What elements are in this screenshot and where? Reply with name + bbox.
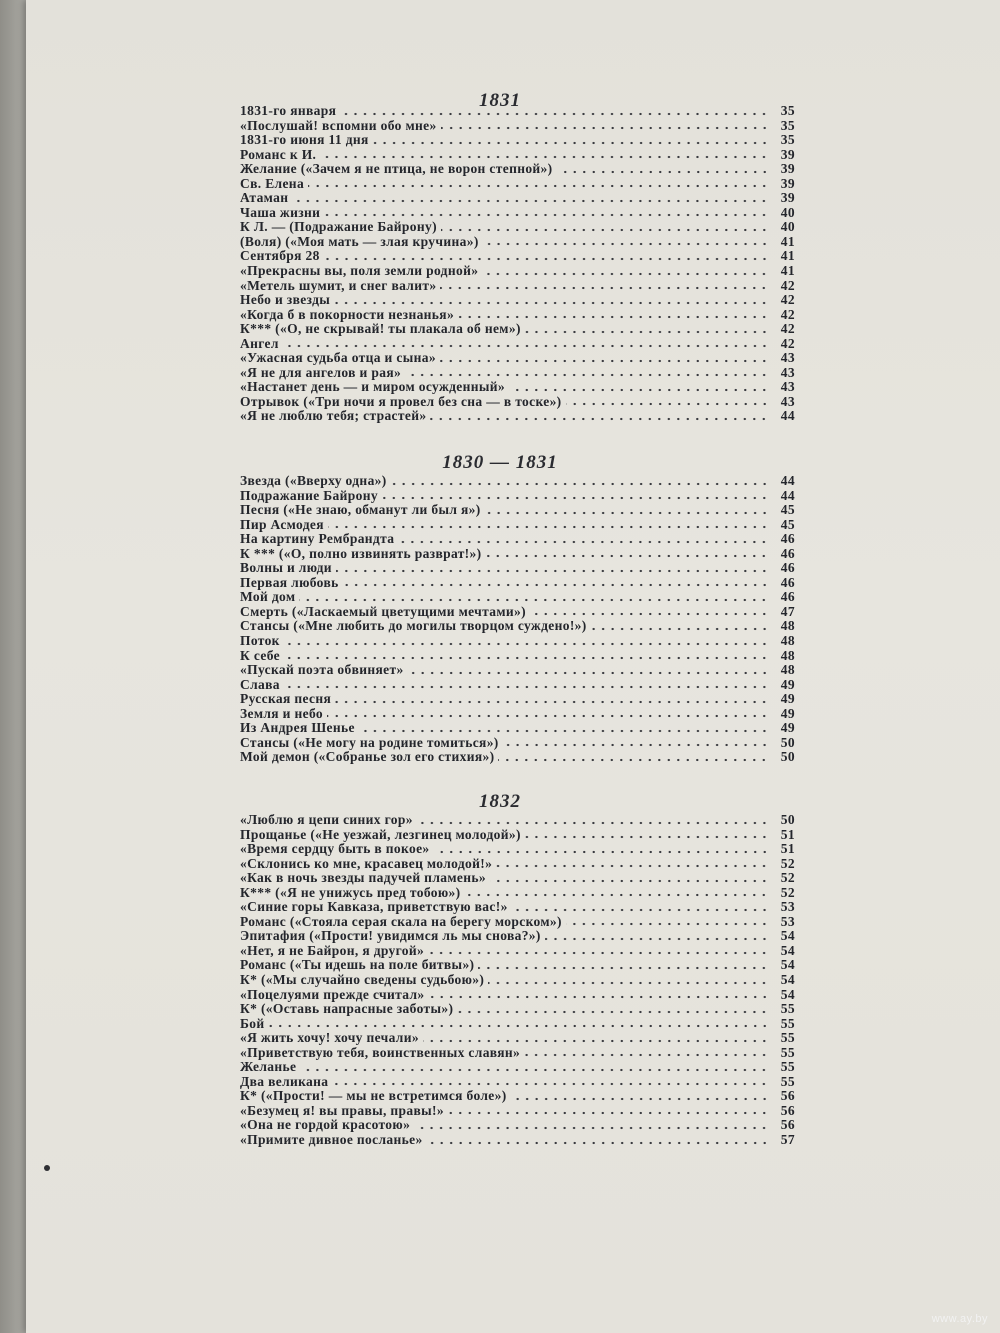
- toc-entry: [240, 944, 795, 959]
- toc-entry-page-number: 43: [780, 379, 795, 395]
- toc-entry-page-number: 42: [780, 306, 795, 322]
- toc-entry: [240, 503, 795, 518]
- toc-entry-title: Мой демон («Собранье зол его стихия»): [240, 749, 495, 765]
- toc-entry-title: «Поцелуями прежде считал»: [240, 986, 425, 1002]
- toc-entry-title: «Прекрасны вы, поля земли родной»: [240, 263, 479, 279]
- dot-leader: [343, 583, 769, 587]
- toc-entry: [240, 518, 795, 533]
- toc-entry-page-number: 52: [780, 870, 795, 886]
- dot-leader: [458, 315, 769, 319]
- toc-entry: [240, 474, 795, 489]
- dot-leader: [327, 714, 769, 718]
- toc-entry: [240, 177, 795, 192]
- toc-entry-title: (Воля) («Моя мать — злая кручина»): [240, 233, 479, 249]
- toc-entry: [240, 279, 795, 294]
- toc-entry-page-number: 54: [780, 957, 795, 973]
- toc-entry: [240, 663, 795, 678]
- toc-entry: [240, 532, 795, 547]
- toc-entry-title: Земля и небо: [240, 705, 324, 721]
- toc-entry: [240, 322, 795, 337]
- toc-entry-title: Поток: [240, 633, 280, 649]
- toc-entry: [240, 857, 795, 872]
- dot-leader: [428, 951, 769, 955]
- toc-entry: [240, 958, 795, 973]
- toc-entry-title: «Склонись ко мне, красавец молодой!»: [240, 855, 493, 871]
- toc-entry-title: Волны и люди: [240, 560, 332, 576]
- toc-entry-title: Романс («Ты идешь на поле битвы»): [240, 957, 475, 973]
- toc-entry-title: «Я жить хочу! хочу печали»: [240, 1030, 419, 1046]
- dot-leader: [336, 569, 769, 573]
- toc-entry-page-number: 52: [780, 884, 795, 900]
- toc-entry: [240, 1133, 795, 1148]
- dot-leader: [429, 995, 769, 999]
- toc-entry: [240, 206, 795, 221]
- toc-entry: [240, 828, 795, 843]
- toc-entry: [240, 736, 795, 751]
- dot-leader: [440, 286, 769, 290]
- toc-entry-page-number: 55: [780, 1015, 795, 1031]
- dot-leader: [545, 937, 769, 941]
- toc-entry-title: Сентября 28: [240, 248, 320, 264]
- section-heading-1831: 1831: [479, 90, 521, 111]
- dot-leader: [525, 330, 769, 334]
- toc-entry-title: «Как в ночь звезды падучей пламень»: [240, 870, 486, 886]
- dot-leader: [511, 1097, 769, 1101]
- dot-leader: [414, 1126, 769, 1130]
- toc-entry-page-number: 40: [780, 219, 795, 235]
- toc-entry: [240, 293, 795, 308]
- toc-entry-page-number: 43: [780, 393, 795, 409]
- toc-entry: [240, 133, 795, 148]
- dot-leader: [478, 966, 769, 970]
- toc-entry-page-number: 53: [780, 913, 795, 929]
- dot-leader: [483, 242, 769, 246]
- dot-leader: [332, 1082, 769, 1086]
- toc-entry-title: «Нет, я не Байрон, я другой»: [240, 942, 425, 958]
- toc-entry-title: К Л. — (Подражание Байрону): [240, 219, 437, 235]
- toc-entry-title: «Время сердцу быть в покое»: [240, 841, 430, 857]
- toc-entry-title: Пир Асмодея: [240, 516, 324, 532]
- dot-leader: [509, 388, 769, 392]
- toc-entry-page-number: 42: [780, 292, 795, 308]
- toc-entry-page-number: 46: [780, 545, 795, 561]
- toc-entry-page-number: 54: [780, 942, 795, 958]
- dot-leader: [284, 685, 769, 689]
- toc-entry-page-number: 49: [780, 691, 795, 707]
- toc-entry: [240, 707, 795, 722]
- toc-entry-title: «Пускай поэта обвиняет»: [240, 662, 404, 678]
- toc-entry-page-number: 46: [780, 589, 795, 605]
- dot-leader: [292, 199, 769, 203]
- toc-entry: [240, 929, 795, 944]
- toc-entry-title: «Послушай! вспомни обо мне»: [240, 117, 437, 133]
- section-heading-1830-1831: 1830 — 1831: [442, 452, 558, 473]
- toc-entry-page-number: 56: [780, 1117, 795, 1133]
- toc-entry: [240, 886, 795, 901]
- toc-entry-title: Мой дом: [240, 589, 296, 605]
- toc-entry: [240, 561, 795, 576]
- dot-leader: [405, 373, 769, 377]
- toc-entry-title: «Она не гордой красотою»: [240, 1117, 411, 1133]
- toc-entry-title: К себе: [240, 647, 280, 663]
- dot-leader: [496, 864, 769, 868]
- toc-entry-page-number: 39: [780, 146, 795, 162]
- toc-entry-page-number: 43: [780, 364, 795, 380]
- toc-entry: [240, 1031, 795, 1046]
- toc-entry: [240, 842, 795, 857]
- toc-entry: [240, 366, 795, 381]
- toc-entry-title: Желанье: [240, 1059, 297, 1075]
- toc-entry-page-number: 35: [780, 103, 795, 118]
- toc-entry-page-number: 40: [780, 204, 795, 220]
- dot-leader: [530, 612, 769, 616]
- toc-entry-title: К *** («О, полно извинять разврат!»): [240, 545, 482, 561]
- toc-entry-page-number: 48: [780, 618, 795, 634]
- toc-entry: [240, 605, 795, 620]
- toc-entry-title: Песня («Не знаю, обманут ли был я»): [240, 502, 481, 518]
- toc-entry-page-number: 48: [780, 633, 795, 649]
- dot-leader: [512, 908, 769, 912]
- dot-leader: [334, 301, 769, 305]
- toc-entry: [240, 915, 795, 930]
- toc-entry: [240, 813, 795, 828]
- toc-entry-page-number: 41: [780, 248, 795, 264]
- toc-entry-page-number: 52: [780, 855, 795, 871]
- toc-entry-page-number: 55: [780, 1001, 795, 1017]
- dot-leader: [457, 1010, 769, 1014]
- toc-entry-title: К* («Мы случайно сведены судьбою»): [240, 972, 485, 988]
- toc-entry: [240, 692, 795, 707]
- toc-entry-title: Стансы («Мне любить до могилы творцом суждено!»): [240, 618, 587, 634]
- toc-entry-title: Романс («Стояла серая скала на берегу морском»): [240, 913, 562, 929]
- toc-entry-title: «Ужасная судьба отца и сына»: [240, 350, 436, 366]
- toc-entry: [240, 489, 795, 504]
- toc-entry-page-number: 41: [780, 233, 795, 249]
- dot-leader: [335, 700, 769, 704]
- toc-list-1831: [240, 104, 795, 424]
- toc-entry: [240, 649, 795, 664]
- dot-leader: [328, 525, 769, 529]
- dot-leader: [299, 598, 769, 602]
- dot-leader: [440, 359, 769, 363]
- toc-entry: [240, 148, 795, 163]
- toc-entry-title: 1831-го июня 11 дня: [240, 132, 369, 148]
- toc-entry-title: «Люблю я цепи синих гор»: [240, 812, 413, 827]
- toc-entry: [240, 590, 795, 605]
- toc-list-1832: [240, 813, 795, 1148]
- dot-leader: [398, 540, 769, 544]
- toc-entry-title: Чаша жизни: [240, 204, 321, 220]
- toc-entry: [240, 619, 795, 634]
- toc-entry-title: «Я не люблю тебя; страстей»: [240, 408, 427, 424]
- toc-entry-page-number: 45: [780, 516, 795, 532]
- toc-entry: [240, 1075, 795, 1090]
- dot-leader: [324, 213, 769, 217]
- dot-leader: [284, 656, 769, 660]
- toc-entry-page-number: 54: [780, 972, 795, 988]
- toc-entry-page-number: 39: [780, 161, 795, 177]
- toc-entry-page-number: 55: [780, 1044, 795, 1060]
- dot-leader: [373, 141, 769, 145]
- toc-entry-page-number: 56: [780, 1102, 795, 1118]
- toc-entry-page-number: 35: [780, 117, 795, 133]
- toc-entry-title: «Безумец я! вы правы, правы!»: [240, 1102, 444, 1118]
- watermark: www.ay.by: [931, 1313, 988, 1325]
- toc-entry-page-number: 49: [780, 720, 795, 736]
- toc-entry-title: «Синие горы Кавказа, приветствую вас!»: [240, 899, 508, 915]
- toc-entry-title: К* («Оставь напрасные заботы»): [240, 1001, 454, 1017]
- toc-entry: [240, 119, 795, 134]
- toc-entry-title: Стансы («Не могу на родине томиться»): [240, 734, 499, 750]
- toc-entry-page-number: 55: [780, 1073, 795, 1089]
- toc-entry-title: Романс к И.: [240, 146, 317, 162]
- toc-entry-page-number: 43: [780, 350, 795, 366]
- toc-entry-title: Первая любовь: [240, 574, 339, 590]
- dot-leader: [340, 112, 769, 116]
- toc-entry: [240, 1017, 795, 1032]
- dot-leader: [391, 482, 769, 486]
- dot-leader: [488, 981, 769, 985]
- toc-entry-page-number: 42: [780, 335, 795, 351]
- toc-entry-page-number: 44: [780, 487, 795, 503]
- toc-entry-page-number: 39: [780, 190, 795, 206]
- toc-entry-page-number: 39: [780, 175, 795, 191]
- toc-entry-title: К* («Прости! — мы не встретимся боле»): [240, 1088, 507, 1104]
- toc-entry: [240, 900, 795, 915]
- toc-entry-page-number: 55: [780, 1059, 795, 1075]
- toc-entry: [240, 162, 795, 177]
- toc-entry: [240, 380, 795, 395]
- toc-entry: [240, 337, 795, 352]
- dot-leader: [482, 272, 769, 276]
- toc-entry: [240, 1104, 795, 1119]
- dot-leader: [269, 1024, 769, 1028]
- toc-entry-page-number: 45: [780, 502, 795, 518]
- toc-entry: [240, 721, 795, 736]
- toc-entry-title: Атаман: [240, 190, 289, 206]
- toc-entry-page-number: 47: [780, 603, 795, 619]
- toc-entry: [240, 1002, 795, 1017]
- toc-entry: [240, 351, 795, 366]
- toc-entry: [240, 988, 795, 1003]
- toc-entry-title: Бой: [240, 1015, 265, 1031]
- toc-entry-page-number: 50: [780, 734, 795, 750]
- dot-leader: [448, 1111, 769, 1115]
- toc-entry-page-number: 54: [780, 928, 795, 944]
- toc-entry-title: «Примите дивное посланье»: [240, 1132, 423, 1148]
- toc-entry-title: К*** («О, не скрывай! ты плакала об нем»): [240, 321, 521, 337]
- toc-entry-title: На картину Рембрандта: [240, 531, 395, 547]
- toc-entry-title: Русская песня: [240, 691, 332, 707]
- dot-leader: [308, 184, 769, 188]
- toc-entry-title: «Приветствую тебя, воинственных славян»: [240, 1044, 521, 1060]
- toc-entry-title: Ангел: [240, 335, 279, 351]
- toc-entry-title: Эпитафия («Прости! увидимся ль мы снова?»): [240, 928, 541, 944]
- toc-entry-page-number: 44: [780, 408, 795, 424]
- dot-leader: [566, 402, 769, 406]
- toc-entry-page-number: 46: [780, 531, 795, 547]
- toc-entry-page-number: 49: [780, 705, 795, 721]
- toc-entry: [240, 220, 795, 235]
- toc-entry: [240, 1060, 795, 1075]
- toc-entry-title: К*** («Я не унижусь пред тобою»): [240, 884, 461, 900]
- toc-entry-title: Из Андрея Шенье: [240, 720, 355, 736]
- toc-entry-title: «Когда б в покорности незнанья»: [240, 306, 455, 322]
- toc-entry-title: Св. Елена: [240, 175, 305, 191]
- dot-leader: [485, 511, 769, 515]
- toc-entry-title: Подражание Байрону: [240, 487, 378, 503]
- toc-entry-page-number: 35: [780, 132, 795, 148]
- toc-entry-page-number: 42: [780, 321, 795, 337]
- toc-entry-page-number: 54: [780, 986, 795, 1002]
- dot-leader: [382, 496, 769, 500]
- dot-leader: [557, 170, 770, 174]
- toc-entry-page-number: 48: [780, 647, 795, 663]
- toc-entry-title: Прощанье («Не уезжай, лезгинец молодой»): [240, 826, 521, 842]
- toc-entry: [240, 249, 795, 264]
- toc-entry-title: 1831-го января: [240, 103, 337, 118]
- dot-leader: [427, 1141, 769, 1145]
- dot-leader: [300, 1068, 769, 1072]
- toc-entry-title: Отрывок («Три ночи я провел без сна — в тоске»): [240, 393, 562, 409]
- dot-leader: [417, 821, 769, 825]
- toc-entry-title: «Настанет день — и миром осужденный»: [240, 379, 505, 395]
- toc-entry: [240, 576, 795, 591]
- toc-entry: [240, 1118, 795, 1133]
- dot-leader: [284, 642, 769, 646]
- toc-entry: [240, 750, 795, 765]
- toc-entry-page-number: 50: [780, 812, 795, 827]
- toc-entry-title: «Метель шумит, и снег валит»: [240, 277, 437, 293]
- toc-entry-page-number: 46: [780, 560, 795, 576]
- dot-leader: [591, 627, 769, 631]
- toc-entry-title: Желание («Зачем я не птица, не ворон степной»): [240, 161, 553, 177]
- toc-entry: [240, 395, 795, 410]
- toc-entry-page-number: 41: [780, 263, 795, 279]
- dot-leader: [359, 729, 769, 733]
- dot-leader: [525, 835, 769, 839]
- dot-leader: [485, 554, 769, 558]
- dot-leader: [464, 893, 769, 897]
- toc-entry: [240, 235, 795, 250]
- toc-entry-page-number: 44: [780, 473, 795, 488]
- toc-entry-page-number: 50: [780, 749, 795, 765]
- toc-entry-page-number: 53: [780, 899, 795, 915]
- toc-entry: [240, 547, 795, 562]
- toc-entry-page-number: 48: [780, 662, 795, 678]
- toc-entry-title: Небо и звезды: [240, 292, 331, 308]
- toc-entry-page-number: 49: [780, 676, 795, 692]
- dot-leader: [566, 922, 769, 926]
- dot-leader: [490, 879, 769, 883]
- toc-entry-page-number: 42: [780, 277, 795, 293]
- toc-entry: [240, 104, 795, 119]
- dot-leader: [408, 671, 769, 675]
- section-heading-1832: 1832: [479, 791, 521, 812]
- dot-leader: [524, 1053, 769, 1057]
- toc-entry: [240, 871, 795, 886]
- toc-entry-title: Слава: [240, 676, 280, 692]
- toc-entry-title: Два великана: [240, 1073, 329, 1089]
- ink-speck: [44, 1165, 50, 1171]
- toc-entry: [240, 191, 795, 206]
- dot-leader: [441, 228, 769, 232]
- dot-leader: [324, 257, 769, 261]
- toc-entry-title: Звезда («Вверху одна»): [240, 473, 387, 488]
- toc-entry: [240, 678, 795, 693]
- toc-entry-page-number: 51: [780, 826, 795, 842]
- toc-entry: [240, 973, 795, 988]
- toc-entry: [240, 264, 795, 279]
- toc-entry-page-number: 56: [780, 1088, 795, 1104]
- dot-leader: [430, 417, 769, 421]
- dot-leader: [434, 850, 769, 854]
- dot-leader: [423, 1039, 769, 1043]
- dot-leader: [320, 155, 769, 159]
- toc-entry: [240, 409, 795, 424]
- toc-entry-page-number: 51: [780, 841, 795, 857]
- toc-entry: [240, 634, 795, 649]
- toc-entry-page-number: 55: [780, 1030, 795, 1046]
- toc-entry: [240, 308, 795, 323]
- toc-entry: [240, 1089, 795, 1104]
- dot-leader: [283, 344, 769, 348]
- dot-leader: [498, 758, 769, 762]
- toc-list-1830-1831: [240, 474, 795, 765]
- toc-entry-page-number: 57: [780, 1132, 795, 1148]
- toc-entry: [240, 1046, 795, 1061]
- toc-entry-title: Смерть («Ласкаемый цветущими мечтами»): [240, 603, 526, 619]
- dot-leader: [503, 743, 769, 747]
- dot-leader: [441, 126, 769, 130]
- toc-entry-page-number: 46: [780, 574, 795, 590]
- toc-entry-title: «Я не для ангелов и рая»: [240, 364, 402, 380]
